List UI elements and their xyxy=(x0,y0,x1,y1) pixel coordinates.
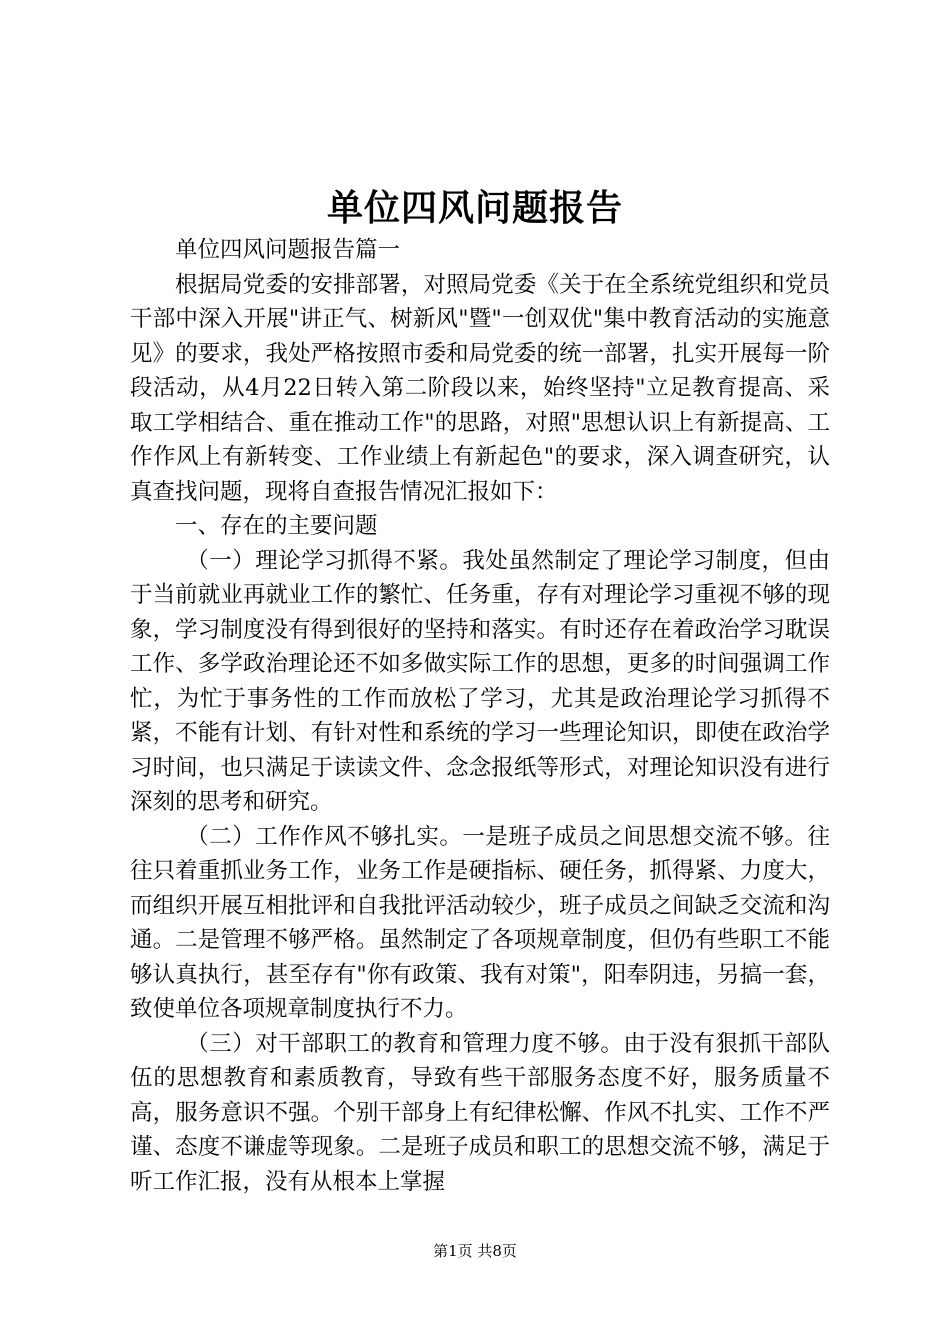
section-subtitle: 单位四风问题报告篇一 xyxy=(175,237,401,263)
section-heading: 一、存在的主要问题 xyxy=(175,513,378,539)
page-title: 单位四风问题报告 xyxy=(326,187,623,229)
intro-paragraph: 根据局党委的安排部署，对照局党委《关于在全系统党组织和党员干部中深入开展"讲正气、树新风"暨"一创双优"集中教育活动的实施意见》的要求，我处严格按照市委和局党委的统一部署，扎实开展每一阶段活动，从4月22日转入第二阶段以来，始终坚持"立足教育提高、采取工学相结合、重在推动工作"的思路，对照"思想认识上有新提高、工作作风上有新转变、工作业绩上有新起色"的要求，深入调查研究，认真查找问题，现将自查报告情况汇报如下： xyxy=(130,271,830,505)
page-number-footer: 第1页 共8页 xyxy=(433,1242,517,1260)
document-body xyxy=(130,233,830,1199)
issue-paragraph-2: （二）工作作风不够扎实。一是班子成员之间思想交流不够。往往只着重抓业务工作，业务工作是硬指标、硬任务，抓得紧、力度大，而组织开展互相批评和自我批评活动较少，班子成员之间缺乏交流和沟通。二是管理不够严格。虽然制定了各项规章制度，但仍有些职工不能够认真执行，甚至存有"你有政策、我有对策"，阳奉阴违，另搞一套，致使单位各项规章制度执行不力。 xyxy=(130,823,830,1022)
issue-paragraph-3: （三）对干部职工的教育和管理力度不够。由于没有狠抓干部队伍的思想教育和素质教育，导致有些干部服务态度不好，服务质量不高，服务意识不强。个别干部身上有纪律松懈、作风不扎实、工作不严谨、态度不谦虚等现象。二是班子成员和职工的思想交流不够，满足于听工作汇报，没有从根本上掌握 xyxy=(130,1030,830,1195)
issue-paragraph-1: （一）理论学习抓得不紧。我处虽然制定了理论学习制度，但由于当前就业再就业工作的繁忙、任务重，存有对理论学习重视不够的现象，学习制度没有得到很好的坚持和落实。有时还存在着政治学习耽误工作、多学政治理论还不如多做实际工作的思想，更多的时间强调工作忙，为忙于事务性的工作而放松了学习，尤其是政治理论学习抓得不紧，不能有计划、有针对性和系统的学习一些理论知识，即使在政治学习时间，也只满足于读读文件、念念报纸等形式，对理论知识没有进行深刻的思考和研究。 xyxy=(130,547,830,815)
